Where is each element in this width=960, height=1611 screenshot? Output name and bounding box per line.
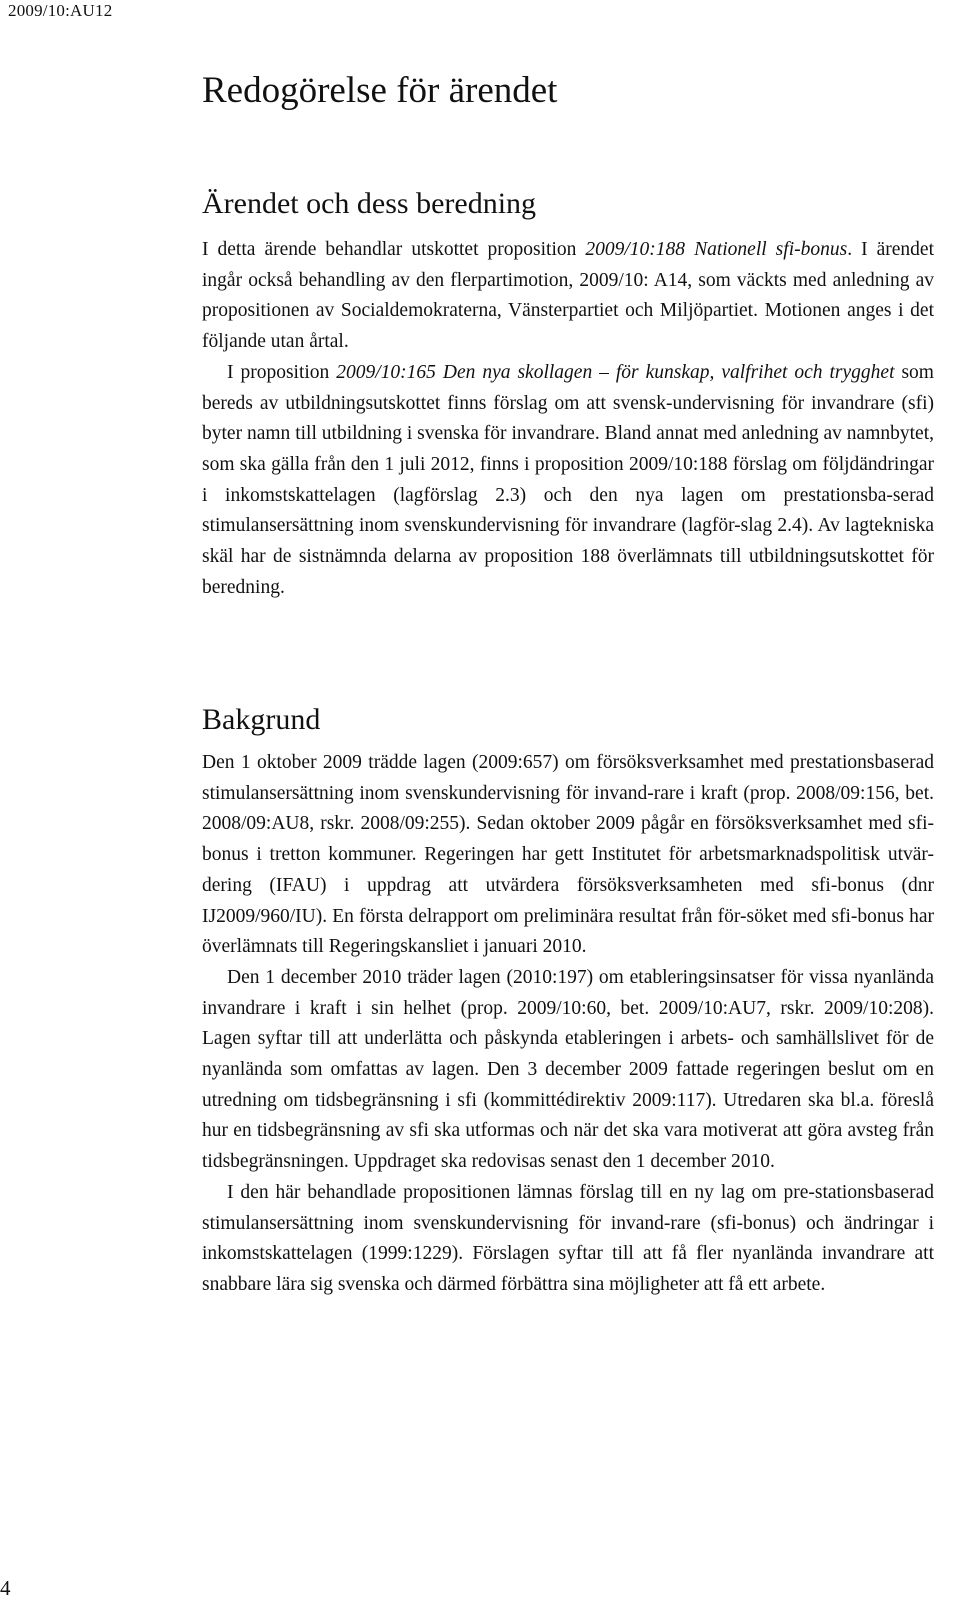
text-run: I den här behandlade propositionen lämnas förslag till en ny lag om pre-stationsbaserad stimulansersättning inom svenskundervisning för invand-rare (sfi-bonus) och ändringar i inkomstskattelagen (1999:1229). Förslagen syftar till att få fler nyanlända invandrare att snabbare lära sig svenska och därmed förbättra sina möjligheter att få ett arbete. [202, 1181, 934, 1295]
section-body-bakgrund [202, 748, 934, 1301]
paragraph [202, 235, 934, 358]
running-header-doc-ref: 2009/10:AU12 [8, 1, 113, 20]
section-body-arendet [202, 235, 934, 603]
page-title: Redogörelse för ärendet [202, 70, 558, 111]
italic-text-run: 2009/10:165 Den nya skollagen – för kunskap, valfrihet och trygghet [336, 361, 895, 383]
text-run: I detta ärende behandlar utskottet proposition [202, 239, 586, 260]
paragraph [202, 1178, 934, 1301]
section-heading-bakgrund: Bakgrund [202, 703, 321, 736]
paragraph [202, 748, 934, 963]
text-run: Den 1 oktober 2009 trädde lagen (2009:657) om försöksverksamhet med prestationsbaserad stimulansersättning inom svenskundervisning för invand-rare i kraft (prop. 2008/09:156, bet. 2008/09:AU8, rskr. 2008/09:255). Sedan oktober 2009 pågår en försöksverksamhet med sfi-bonus i tretton kommuner. Regeringen har gett Institutet för arbetsmarknadspolitisk utvär-dering (IFAU) i uppdrag att utvärdera försöksverksamheten med sfi-bonus (dnr IJ2009/960/IU). En första delrapport om preliminära resultat från för-söket med sfi-bonus har överlämnats till Regeringskansliet i januari 2010. [202, 752, 934, 958]
paragraph [202, 963, 934, 1178]
text-run: som bereds av utbildningsutskottet finns förslag om att svensk-undervisning för invandrare (sfi) byter namn till utbildning i svenska för invandrare. Bland annat med anledning av namnbytet, som ska gälla från den 1 juli 2012, finns i proposition 2009/10:188 förslag om följdändringar i inkomstskattelagen (lagförslag 2.3) och den nya lagen om prestationsba-serad stimulansersättning inom svenskundervisning för invandrare (lagför-slag 2.4). Av lagtekniska skäl har de sistnämnda delarna av proposition 188 överlämnats till utbildningsutskottet för beredning. [202, 361, 934, 598]
text-run: Den 1 december 2010 träder lagen (2010:197) om etableringsinsatser för vissa nyanlända invandrare i kraft i sin helhet (prop. 2009/10:60, bet. 2009/10:AU7, rskr. 2009/10:208). Lagen syftar till att underlätta och påskynda etableringen i arbets- och samhällslivet för de nyanlända som omfattas av lagen. Den 3 december 2009 fattade regeringen beslut om en utredning om tidsbegränsning i sfi (kommittédirektiv 2009:117). Utredaren ska bl.a. föreslå hur en tidsbegränsning av sfi ska utformas och när det ska vara motiverat att göra avsteg från tidsbegränsningen. Uppdraget ska redovisas senast den 1 december 2010. [202, 966, 934, 1173]
paragraph [202, 358, 934, 604]
italic-text-run: 2009/10:188 Nationell sfi-bonus [585, 239, 848, 260]
text-run: . I ärendet ingår också behandling av den flerpartimotion, 2009/10: A14, som väckts med anledning av propositionen av Socialdemokraterna, Vänsterpartiet och Miljöpartiet. Motionen anges i det följande utan årtal. [202, 239, 935, 353]
page-number: 4 [0, 1576, 11, 1600]
section-heading-arendet: Ärendet och dess beredning [202, 187, 537, 220]
text-run: I proposition [227, 361, 337, 383]
